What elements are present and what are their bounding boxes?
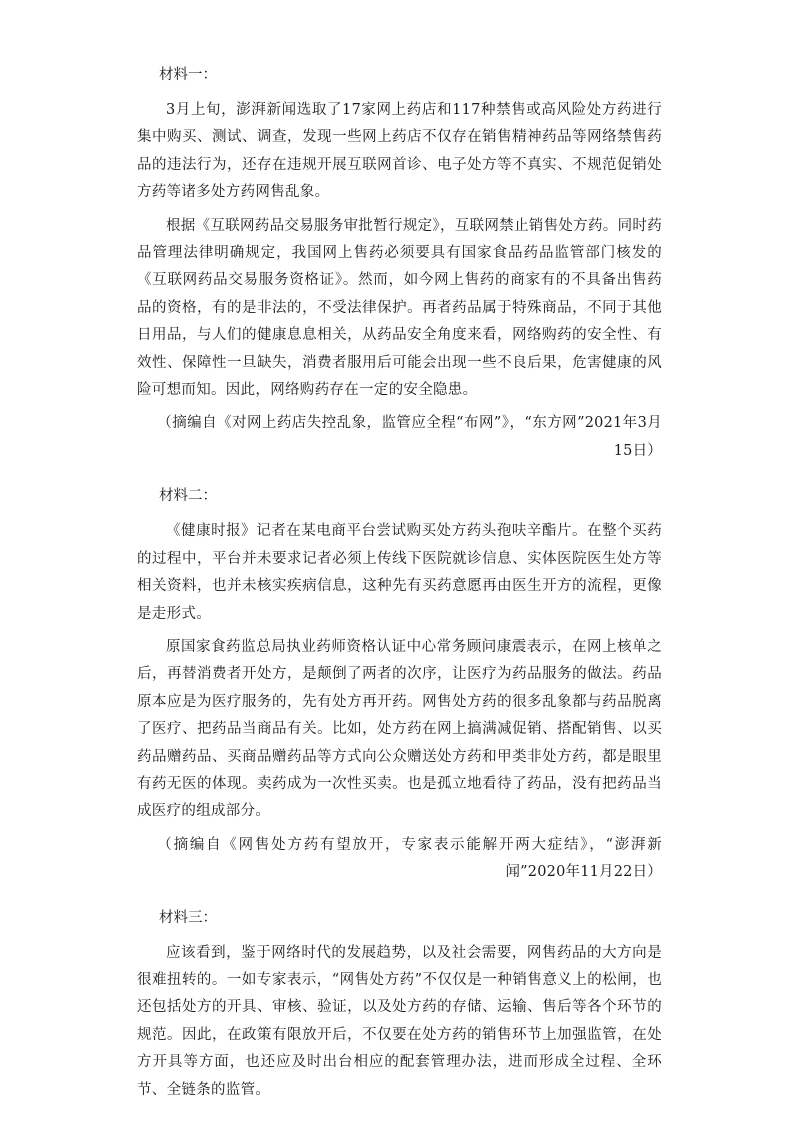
material-three [137,907,662,1104]
paragraph: 根据《互联网药品交易服务审批暂行规定》，互联网禁止销售处方药。同时药品管理法律明确规定，我国网上售药必须要具有国家食品药品监管部门核发的《互联网药品交易服务资格证》。然而，如今网上售药的商家有的不具备出售药品的资格，有的是非法的，不受法律保护。再者药品属于特殊商品，不同于其他日用品，与人们的健康息息相关，从药品安全角度来看，网络购药的安全性、有效性、保障性一旦缺失，消费者服用后可能会出现一些不良后果，危害健康的风险可想而知。因此，网络购药存在一定的安全隐患。 [137,217,662,399]
material-heading: 材料三： [159,909,217,926]
material-heading: 材料一： [159,67,217,83]
document-content [137,64,662,1104]
material-heading: 材料二： [159,488,217,505]
source-citation: （摘编自《网售处方药有望放开，专家表示能解开两大症结》，“澎湃新闻”2020年11月22日） [157,836,662,881]
material-one [137,64,662,465]
paragraph: 3月上旬，澎湃新闻选取了17家网上药店和117种禁售或高风险处方药进行集中购买、测试、调查，发现一些网上药店不仅存在销售精神药品等网络禁售药品的违法行为，还存在违规开展互联网首诊、电子处方等不真实、不规范促销处方药等诸多处方药网售乱象。 [137,102,662,201]
paragraph: 原国家食药监总局执业药师资格认证中心常务顾问康震表示，在网上核单之后，再替消费者开处方，是颠倒了两者的次序，让医疗为药品服务的做法。药品原本应是为医疗服务的，先有处方再开药。网售处方药的很多乱象都与药品脱离了医疗、把药品当商品有关。比如，处方药在网上搞满减促销、搭配销售、以买药品赠药品、买商品赠药品等方式向公众赠送处方药和甲类非处方药，都是眼里有药无医的体现。卖药成为一次性买卖。也是孤立地看待了药品，没有把药品当成医疗的组成部分。 [137,638,662,820]
paragraph: 应该看到，鉴于网络时代的发展趋势，以及社会需要，网售药品的大方向是很难扭转的。一如专家表示，“网售处方药”不仅仅是一种销售意义上的松闸，也还包括处方的开具、审核、验证，以及处方药的存储、运输、售后等各个环节的规范。因此，在政策有限放开后，不仅要在处方药的销售环节上加强监管，在处方开具等方面，也还应及时出台相应的配套管理办法，进而形成全过程、全环节、全链条的监管。 [137,944,662,1098]
source-citation: （摘编自《对网上药店失控乱象，监管应全程“布网”》，“东方网”2021年3月15日） [157,415,662,459]
paragraph: 《健康时报》记者在某电商平台尝试购买处方药头孢呋辛酯片。在整个买药的过程中，平台并未要求记者必须上传线下医院就诊信息、实体医院医生处方等相关资料，也并未核实疾病信息，这种先有买药意愿再由医生开方的流程，更像是走形式。 [137,523,662,622]
material-two [137,485,662,886]
section-gap [137,465,662,485]
section-gap [137,887,662,907]
